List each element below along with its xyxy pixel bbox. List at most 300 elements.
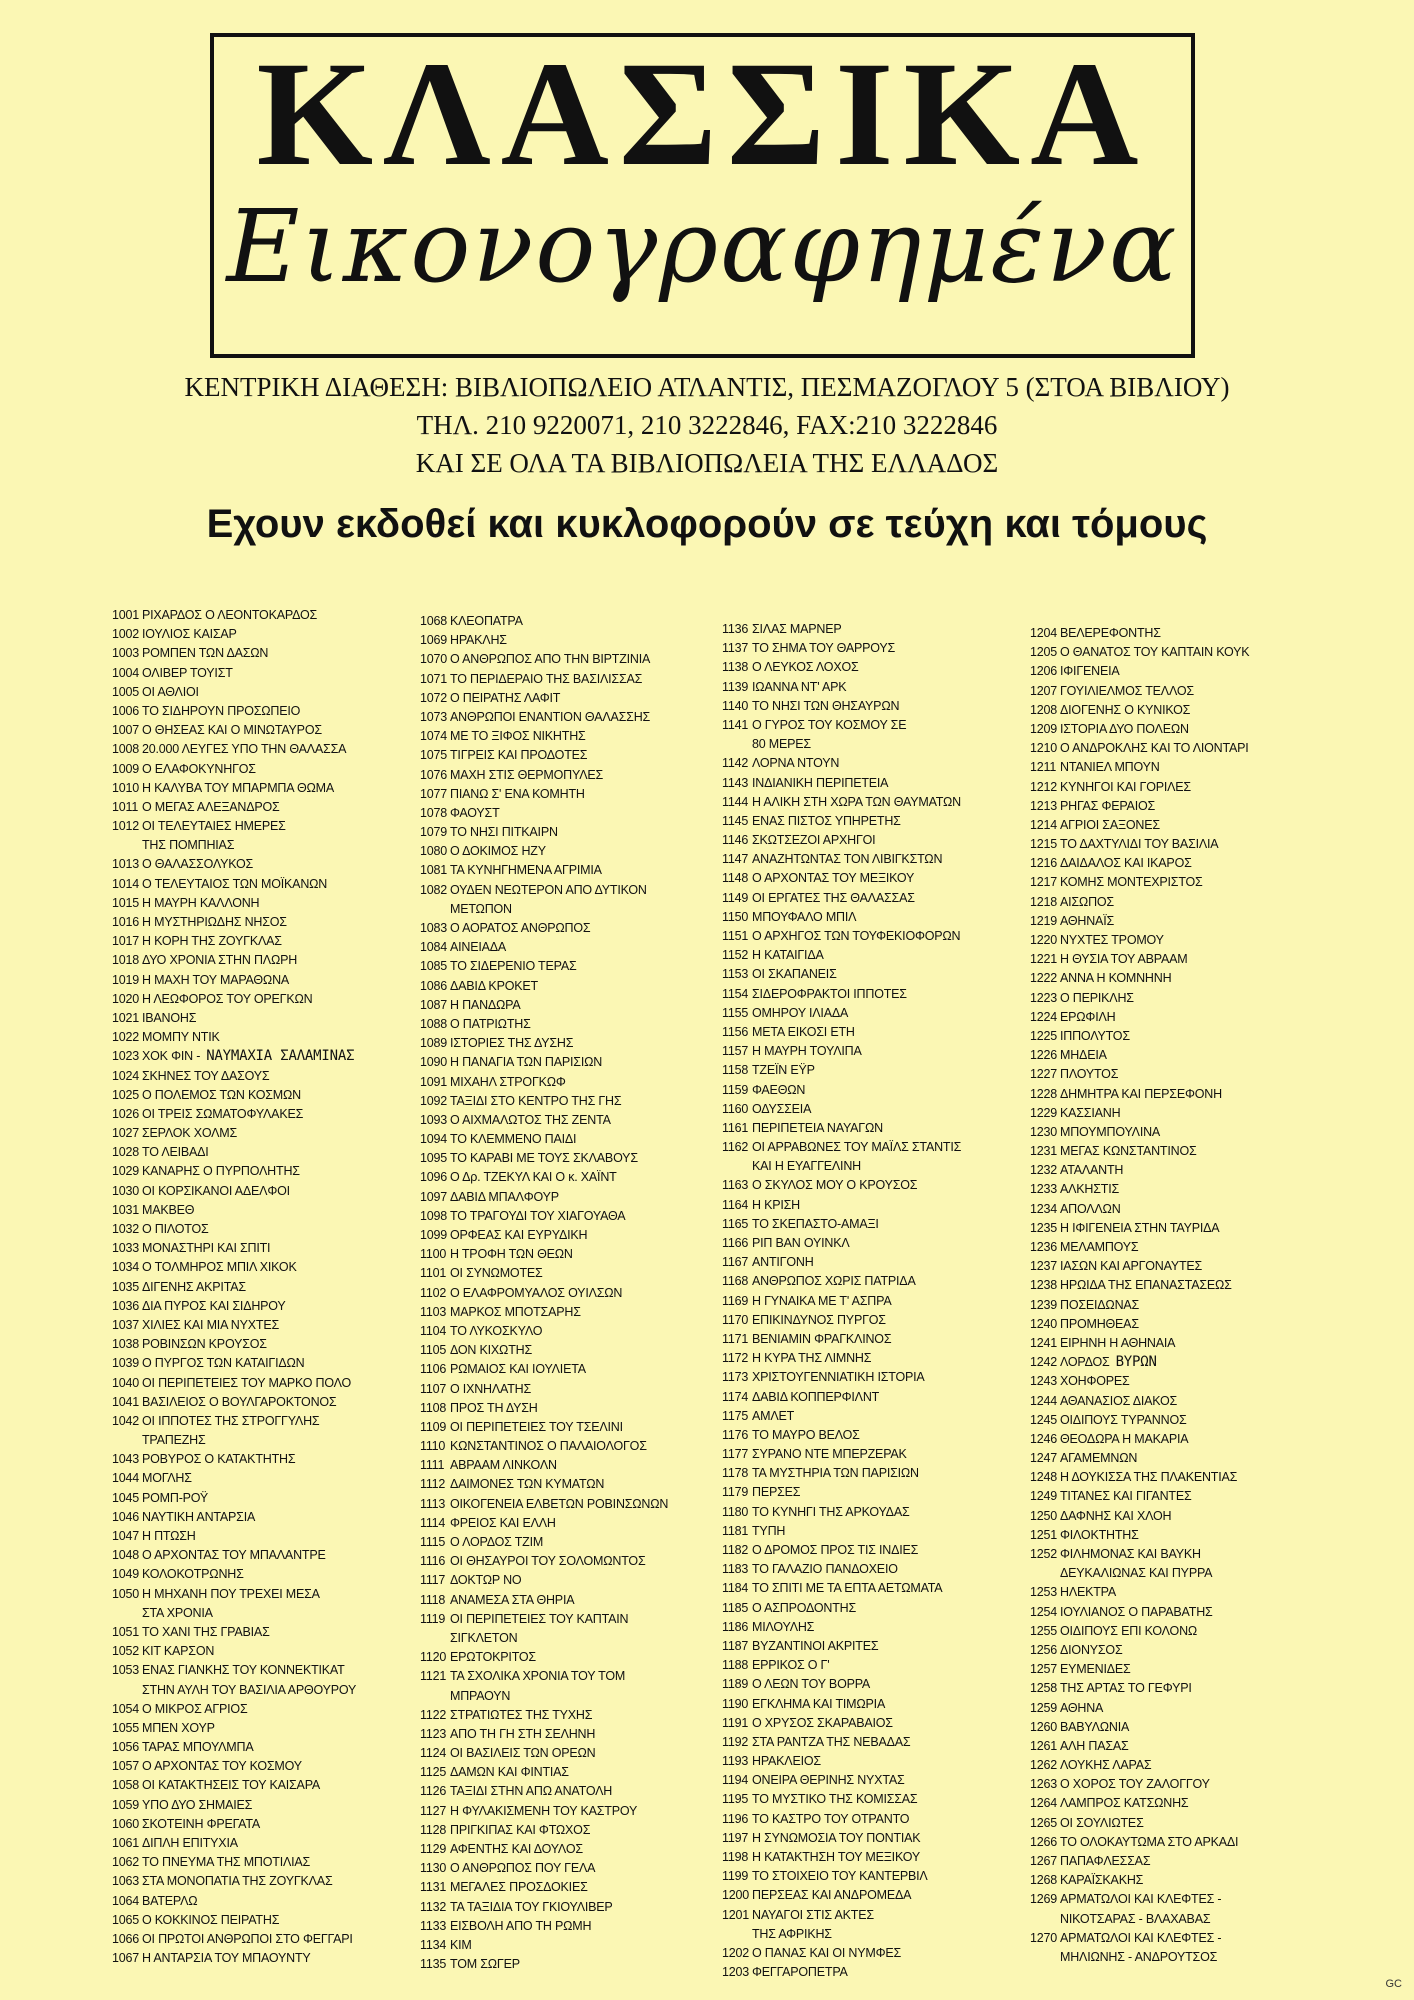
issue-number: 1074 [420,729,448,744]
issue-number: 1024 [112,1068,140,1083]
issue-title: Ο ΑΟΡΑΤΟΣ ΑΝΘΡΩΠΟΣ [450,921,591,935]
list-item [420,1456,740,1475]
issue-number: 1207 [1030,683,1058,698]
issue-title: ΤΟ ΝΗΣΙ ΤΩΝ ΘΗΣΑΥΡΩΝ [752,698,900,713]
issue-number: 1025 [112,1087,140,1102]
list-item [722,1100,1042,1119]
list-item [112,1469,432,1488]
issue-title: Η ΑΛΙΚΗ ΣΤΗ ΧΩΡΑ ΤΩΝ ΘΑΥΜΑΤΩΝ [752,794,961,809]
issue-number: 1127 [420,1803,447,1818]
issue-title: Ο ΑΙΧΜΑΛΩΤΟΣ ΤΗΣ ΖΕΝΤΑ [450,1112,611,1127]
list-item [420,766,740,785]
list-item-continuation [112,1604,432,1623]
list-item [112,1700,432,1719]
list-item [420,1207,740,1226]
issue-number: 1090 [420,1055,448,1070]
list-item-continuation [1030,1910,1350,1929]
issue-title: ΔΙΓΕΝΗΣ ΑΚΡΙΤΑΣ [142,1279,246,1294]
list-item [420,1418,740,1437]
issue-number: 1138 [722,660,749,675]
issue-title: ΤΖΕΪΝ ΕΫΡ [752,1063,815,1078]
list-item [420,1073,740,1092]
list-item [420,1744,740,1763]
list-item [112,1086,432,1105]
issue-title: ΑΛΗ ΠΑΣΑΣ [1060,1738,1129,1753]
issue-title: Ο ΠΥΡΓΟΣ ΤΩΝ ΚΑΤΑΙΓΙΔΩΝ [142,1356,305,1371]
issue-title: ΟΙ ΚΑΤΑΚΤΗΣΕΙΣ ΤΟΥ ΚΑΙΣΑΡΑ [142,1778,321,1793]
issue-title: ΟΙ ΠΡΩΤΟΙ ΑΝΘΡΩΠΟΙ ΣΤΟ ΦΕΓΓΑΡΙ [142,1931,353,1946]
issue-title: ΕΡΩΤΟΚΡΙΤΟΣ [450,1650,536,1665]
issue-title: ΒΥΖΑΝΤΙΝΟΙ ΑΚΡΙΤΕΣ [752,1638,879,1653]
list-item [1030,701,1350,720]
issue-number: 1173 [722,1370,749,1385]
issue-number: 1227 [1030,1067,1058,1082]
issue-number: 1150 [722,909,749,924]
issue-number: 1136 [722,622,749,636]
issue-title: ΔΑΙΔΑΛΟΣ ΚΑΙ ΙΚΑΡΟΣ [1060,856,1192,871]
issue-title: ΝΑΥΤΙΚΗ ΑΝΤΑΡΣΙΑ [142,1509,256,1524]
issue-title: ΑΙΣΩΠΟΣ [1060,894,1114,909]
issue-title-continuation: ΣΤΗΝ ΑΥΛΗ ΤΟΥ ΒΑΣΙΛΙΑ ΑΡΘΟΥΡΟΥ [142,1682,357,1697]
issue-title: ΙΒΑΝΟΗΣ [142,1010,197,1025]
issue-number: 1037 [112,1317,140,1332]
issue-title: ΡΩΜΑΙΟΣ ΚΑΙ ΙΟΥΛΙΕΤΑ [450,1362,586,1377]
issue-number: 1047 [112,1529,140,1543]
issue-title: ΑΘΑΝΑΣΙΟΣ ΔΙΑΚΟΣ [1060,1393,1178,1408]
list-item [420,1667,740,1686]
list-item [420,1571,740,1590]
issue-title: ΗΡΩΙΔΑ ΤΗΣ ΕΠΑΝΑΣΤΑΣΕΩΣ [1060,1278,1232,1293]
list-item [420,1437,740,1456]
issue-number: 1211 [1030,760,1057,775]
issue-number: 1130 [420,1861,447,1876]
list-item [420,708,740,727]
list-item [420,746,740,765]
list-item [420,1821,740,1840]
issue-number: 1210 [1030,741,1058,756]
list-item [1030,1660,1350,1679]
issue-title-continuation: ΜΗΛΙΩΝΗΣ - ΑΝΔΡΟΥΤΣΟΣ [1060,1949,1218,1964]
issue-number: 1060 [112,1816,140,1831]
list-item [722,1695,1042,1714]
issue-title: ΔΑΜΩΝ ΚΑΙ ΦΙΝΤΙΑΣ [450,1765,569,1780]
issue-title: ΒΕΝΙΑΜΙΝ ΦΡΑΓΚΛΙΝΟΣ [752,1331,892,1346]
issue-title: Ο ΛΕΥΚΟΣ ΛΟΧΟΣ [752,660,859,675]
list-item [1030,1679,1350,1698]
issue-title-continuation: 80 ΜΕΡΕΣ [752,737,811,752]
list-item [1030,1142,1350,1161]
issue-title: ΜΕ ΤΟ ΞΙΦΟΣ ΝΙΚΗΤΗΣ [450,729,586,744]
list-item [722,1829,1042,1848]
issue-title: ΦΑΕΘΩΝ [752,1082,806,1097]
list-item [112,1757,432,1776]
issue-number: 1187 [722,1638,749,1653]
list-item [1030,1296,1350,1315]
issue-title: ΔΑΒΙΔ ΜΠΑΛΦΟΥΡ [450,1189,559,1204]
title-column-1 [112,606,432,1968]
issue-number: 1104 [420,1323,447,1338]
issue-number: 1166 [722,1236,749,1250]
issue-number: 1086 [420,978,448,993]
issue-title: ΑΓΑΜΕΜΝΩΝ [1060,1451,1138,1466]
corner-mark: GC [1385,1978,1402,1990]
issue-number: 1246 [1030,1431,1058,1446]
list-item [112,721,432,740]
issue-title: ΤΗΣ ΑΡΤΑΣ ΤΟ ΓΕΦΥΡΙ [1060,1681,1192,1696]
issue-title: ΗΛΕΚΤΡΑ [1060,1585,1117,1600]
list-item [722,1061,1042,1080]
list-item [722,908,1042,927]
issue-number: 1137 [722,641,749,656]
issue-number: 1238 [1030,1278,1058,1293]
issue-title: ΤΟ ΣΗΜΑ ΤΟΥ ΘΑΡΡΟΥΣ [752,641,896,656]
list-item [112,1508,432,1527]
issue-title: ΤΟ ΜΑΥΡΟ ΒΕΛΟΣ [752,1427,860,1442]
issue-title: Η ΜΑΧΗ ΤΟΥ ΜΑΡΑΘΩΝΑ [142,972,290,987]
list-item [112,990,432,1009]
issue-title: ΗΡΑΚΛΗΣ [450,633,507,648]
issue-title: ΤΟ ΠΝΕΥΜΑ ΤΗΣ ΜΠΟΤΙΛΙΑΣ [142,1855,311,1870]
issue-number: 1005 [112,684,140,699]
issue-title: Ο ΜΙΚΡΟΣ ΑΓΡΙΟΣ [142,1701,248,1716]
issue-number: 1200 [722,1888,750,1903]
issue-title: ΜΙΧΑΗΛ ΣΤΡΟΓΚΩΦ [450,1074,566,1089]
list-item [420,1360,740,1379]
issue-title: ΔΙΟΝΥΣΟΣ [1060,1642,1123,1657]
issue-number: 1132 [420,1899,447,1914]
list-item [722,1176,1042,1195]
issue-title: ΣΤΑ ΡΑΝΤΖΑ ΤΗΣ ΝΕΒΑΔΑΣ [752,1734,911,1749]
issue-number: 1103 [420,1304,447,1319]
issue-number: 1083 [420,921,448,935]
list-item [722,1618,1042,1637]
issue-title: ΛΑΜΠΡΟΣ ΚΑΤΣΩΝΗΣ [1060,1796,1189,1811]
issue-title: ΧΙΛΙΕΣ ΚΑΙ ΜΙΑ ΝΥΧΤΕΣ [142,1317,279,1332]
issue-title: ΙΩΑΝΝΑ ΝΤ' ΑΡΚ [752,679,847,694]
issue-title: ΜΠΟΥΦΑΛΟ ΜΠΙΛ [752,909,857,924]
issue-number: 1092 [420,1093,448,1108]
list-item-continuation [420,1629,740,1648]
issue-number: 1194 [722,1773,749,1788]
issue-title: ΕΥΜΕΝΙΔΕΣ [1060,1662,1131,1677]
issue-title: Η ΠΤΩΣΗ [142,1529,196,1543]
list-item [112,1239,432,1258]
issue-title: ΕΙΣΒΟΛΗ ΑΠΟ ΤΗ ΡΩΜΗ [450,1918,592,1933]
list-item [112,1719,432,1738]
list-item [1030,816,1350,835]
list-item [420,1034,740,1053]
list-item [112,1297,432,1316]
issue-title: ΕΠΙΚΙΝΔΥΝΟΣ ΠΥΡΓΟΣ [752,1312,886,1327]
issue-title: ΙΝΔΙΑΝΙΚΗ ΠΕΡΙΠΕΤΕΙΑ [752,775,889,790]
list-item [112,894,432,913]
issue-title: ΦΕΓΓΑΡΟΠΕΤΡΑ [752,1965,848,1980]
issue-title: ΤΑΡΑΣ ΜΠΟΥΛΜΠΑ [142,1740,254,1755]
issue-title: ΤΑ ΤΑΞΙΔΙΑ ΤΟΥ ΓΚΙΟΥΛΙΒΕΡ [450,1899,613,1914]
issue-title: ΠΛΟΥΤΟΣ [1060,1067,1119,1082]
list-item [112,1028,432,1047]
issue-title: ΟΙΔΙΠΟΥΣ ΤΥΡΑΝΝΟΣ [1060,1412,1187,1427]
issue-number: 1033 [112,1241,140,1256]
issue-number: 1146 [722,833,749,848]
list-item [1030,1699,1350,1718]
list-item [722,1368,1042,1387]
list-item [112,1796,432,1815]
list-item [112,1776,432,1795]
issue-number: 1157 [722,1044,749,1059]
issue-title: ΜΕΛΑΜΠΟΥΣ [1060,1240,1139,1254]
issue-number: 1229 [1030,1105,1058,1120]
list-item [420,1245,740,1264]
issue-title: ΟΙ ΙΠΠΟΤΕΣ ΤΗΣ ΣΤΡΟΓΓΥΛΗΣ [142,1413,320,1428]
issue-title: ΚΥΝΗΓΟΙ ΚΑΙ ΓΟΡΙΛΕΣ [1060,779,1191,794]
issue-number: 1252 [1030,1547,1058,1561]
list-item [112,1565,432,1584]
list-item [722,1906,1042,1925]
issue-number: 1084 [420,940,448,955]
list-item [1030,1890,1350,1909]
list-item [112,971,432,990]
issue-title: ΤΟ ΜΥΣΤΙΚΟ ΤΗΣ ΚΟΜΙΣΣΑΣ [752,1792,918,1807]
issue-number: 1006 [112,703,140,718]
list-item [722,1292,1042,1311]
title-column-4 [1030,624,1350,1967]
list-item [722,1272,1042,1291]
issue-title: ΤΙΓΡΕΙΣ ΚΑΙ ΠΡΟΔΟΤΕΣ [450,748,588,763]
issue-title: Ο ΓΥΡΟΣ ΤΟΥ ΚΟΣΜΟΥ ΣΕ [752,717,907,732]
list-item [1030,1200,1350,1219]
issue-number: 1159 [722,1082,749,1097]
issue-title-continuation: ΤΗΣ ΠΟΜΠΗΙΑΣ [142,838,235,853]
list-item [722,1560,1042,1579]
issue-title-continuation: ΤΗΣ ΑΦΡΙΚΗΣ [752,1926,832,1941]
list-item [1030,778,1350,797]
issue-title: ΑΙΝΕΙΑΔΑ [450,940,507,955]
issue-number: 1115 [420,1535,446,1549]
issue-title: Ο ΙΧΝΗΛΑΤΗΣ [450,1381,532,1396]
issue-number: 1002 [112,627,140,642]
list-item [1030,1027,1350,1046]
issue-number: 1149 [722,890,749,905]
issue-number: 1014 [112,876,140,891]
issue-title: ΑΝΝΑ Η ΚΟΜΝΗΝΗ [1060,971,1172,986]
issue-title: ΜΟΝΑΣΤΗΡΙ ΚΑΙ ΣΠΙΤΙ [142,1241,271,1256]
issue-number: 1185 [722,1600,749,1615]
issue-title: ΠΙΑΝΩ Σ' ΕΝΑ ΚΟΜΗΤΗ [450,786,585,801]
issue-title: ΔΟΝ ΚΙΧΩΤΗΣ [450,1343,532,1358]
list-item [420,1610,740,1629]
issue-number: 1153 [722,967,749,982]
issue-number: 1003 [112,646,140,661]
list-item [112,932,432,951]
issue-number: 1052 [112,1644,140,1659]
list-item-continuation [722,1157,1042,1176]
issue-title: ΟΙ ΑΘΛΙΟΙ [142,684,199,699]
issue-title: ΜΑΧΗ ΣΤΙΣ ΘΕΡΜΟΠΥΛΕΣ [450,767,604,782]
issue-title: Η ΚΡΙΣΗ [752,1197,801,1212]
issue-number: 1036 [112,1298,140,1313]
issue-number: 1221 [1030,952,1058,967]
list-item [420,1111,740,1130]
issue-title: ΔΟΚΤΩΡ ΝΟ [450,1573,522,1588]
issue-title: ΥΠΟ ΔΥΟ ΣΗΜΑΙΕΣ [142,1797,253,1812]
issue-title: Ο ΠΕΡΙΚΛΗΣ [1060,990,1134,1005]
issue-number: 1171 [722,1331,749,1346]
issue-title: ΟΙ ΕΡΓΑΤΕΣ ΤΗΣ ΘΑΛΑΣΣΑΣ [752,890,915,905]
issue-number: 1148 [722,871,749,886]
list-item [420,631,740,650]
issue-number: 1063 [112,1874,140,1889]
issue-title: ΟΙ ΘΗΣΑΥΡΟΙ ΤΟΥ ΣΟΛΟΜΩΝΤΟΣ [450,1554,646,1569]
issue-title: ΤΟ ΛΥΚΟΣΚΥΛΟ [450,1323,543,1338]
issue-number: 1096 [420,1170,448,1185]
issue-title: ΑΝΘΡΩΠΟΙ ΕΝΑΝΤΙΟΝ ΘΑΛΑΣΣΗΣ [450,709,651,724]
list-item [722,1541,1042,1560]
list-item [722,889,1042,908]
issue-title: ΤΑ ΣΧΟΛΙΚΑ ΧΡΟΝΙΑ ΤΟΥ ΤΟΜ [450,1669,626,1684]
list-item [1030,893,1350,912]
issue-number: 1189 [722,1677,749,1692]
issue-title: Ο ΔΡΟΜΟΣ ΠΡΟΣ ΤΙΣ ΙΝΔΙΕΣ [752,1543,919,1557]
issue-title: ΛΟΡΝΑ ΝΤΟΥΝ [752,756,840,771]
list-item [1030,1411,1350,1430]
issue-number: 1261 [1030,1738,1058,1753]
issue-title: ΟΙ ΤΕΛΕΥΤΑΙΕΣ ΗΜΕΡΕΣ [142,819,286,834]
issue-number: 1070 [420,652,448,667]
issue-title: Ο ΛΕΩΝ ΤΟΥ ΒΟΡΡΑ [752,1677,871,1692]
issue-title: ΤΟ ΚΥΝΗΓΙ ΤΗΣ ΑΡΚΟΥΔΑΣ [752,1504,910,1519]
issue-title: ΒΑΒΥΛΩΝΙΑ [1060,1719,1130,1734]
issue-number: 1209 [1030,721,1058,736]
issue-number: 1080 [420,844,448,859]
list-item [722,1234,1042,1253]
issue-number: 1232 [1030,1163,1058,1178]
issue-title: ΟΥΔΕΝ ΝΕΩΤΕΡΟΝ ΑΠΟ ΔΥΤΙΚΟΝ [450,882,647,897]
issue-number: 1073 [420,709,448,724]
list-item [112,1393,432,1412]
issue-number: 1116 [420,1554,446,1569]
issue-title: ΜΠΕΝ ΧΟΥΡ [142,1720,215,1735]
list-item [420,1399,740,1418]
list-item [722,1752,1042,1771]
issue-title: ΟΙ ΤΡΕΙΣ ΣΩΜΑΤΟΦΥΛΑΚΕΣ [142,1106,304,1121]
list-item [722,1848,1042,1867]
list-item [420,1264,740,1283]
issue-number: 1066 [112,1931,140,1946]
issue-number: 1013 [112,857,140,872]
list-item [420,1533,740,1552]
issue-number: 1266 [1030,1834,1058,1849]
issue-title: ΕΡΩΦΙΛΗ [1060,1009,1116,1024]
issue-number: 1102 [420,1285,447,1300]
distribution-info: ΚΕΝΤΡΙΚΗ ΔΙΑΘΕΣΗ: ΒΙΒΛΙΟΠΩΛΕΙΟ ΑΤΛΑΝΤΙΣ, ΠΕΣΜΑΖΟΓΛΟΥ 5 (ΣΤΟΑ ΒΙΒΛΙΟΥ) [184,372,1230,402]
list-item [112,683,432,702]
list-item [1030,1238,1350,1257]
list-item [722,1388,1042,1407]
issue-number: 1147 [722,852,749,867]
issue-number: 1001 [112,608,140,622]
issue-number: 1055 [112,1720,140,1735]
issue-number: 1108 [420,1400,447,1415]
issue-number: 1203 [722,1965,750,1980]
issue-title: Ο ΑΝΘΡΩΠΟΣ ΠΟΥ ΓΕΛΑ [450,1861,596,1876]
issue-title: ΣΚΩΤΣΕΖΟΙ ΑΡΧΗΓΟΙ [752,833,876,848]
list-item [420,1130,740,1149]
issue-title: Ο ΠΑΝΑΣ ΚΑΙ ΟΙ ΝΥΜΦΕΣ [752,1945,902,1960]
issue-number: 1012 [112,819,140,834]
issue-number: 1030 [112,1183,140,1198]
issue-title: ΤΟ ΣΤΟΙΧΕΙΟ ΤΟΥ ΚΑΝΤΕΡΒΙΛ [752,1869,928,1884]
list-item [722,831,1042,850]
issue-title: ΕΙΡΗΝΗ Η ΑΘΗΝΑΙΑ [1060,1335,1176,1350]
issue-number: 1009 [112,761,140,776]
issue-title: ΦΑΟΥΣΤ [450,805,500,820]
issue-number: 1056 [112,1740,140,1755]
list-item [722,1138,1042,1157]
issue-number: 1163 [722,1178,749,1193]
list-item [420,1475,740,1494]
issue-number: 1110 [420,1439,446,1454]
list-item [1030,1353,1350,1372]
issue-title: ΟΔΥΣΣΕΙΑ [752,1101,812,1116]
list-item [722,946,1042,965]
list-item [112,1412,432,1431]
issue-title: ΑΝΑΖΗΤΩΝΤΑΣ ΤΟΝ ΛΙΒΙΓΚΣΤΩΝ [752,852,943,867]
issue-title: ΑΡΜΑΤΩΛΟΙ ΚΑΙ ΚΛΕΦΤΕΣ - [1060,1930,1222,1945]
list-item [420,1380,740,1399]
issue-number: 1071 [420,671,448,686]
list-item-continuation [1030,1948,1350,1967]
issue-title: Ο ΑΡΧΟΝΤΑΣ ΤΟΥ ΜΠΑΛΑΝΤΡΕ [142,1548,326,1563]
issue-number: 1162 [722,1140,749,1155]
issue-title: ΑΝΘΡΩΠΟΣ ΧΩΡΙΣ ΠΑΤΡΙΔΑ [752,1274,916,1289]
issue-number: 1058 [112,1778,140,1793]
list-item [420,1917,740,1936]
list-item [722,812,1042,831]
issue-title: ΠΡΟΜΗΘΕΑΣ [1060,1316,1139,1331]
issue-number: 1190 [722,1696,749,1711]
list-item [722,1503,1042,1522]
issue-title: ΚΟΛΟΚΟΤΡΩΝΗΣ [142,1567,244,1582]
issue-title: Η ΜΑΥΡΗ ΤΟΥΛΙΠΑ [752,1044,862,1059]
issue-number: 1078 [420,805,448,820]
issue-title: ΝΤΑΝΙΕΛ ΜΠΟΥΝ [1060,760,1160,775]
list-item [1030,1526,1350,1545]
list-item [722,1656,1042,1675]
issue-title: ΣΚΗΝΕΣ ΤΟΥ ΔΑΣΟΥΣ [142,1068,270,1083]
issue-number: 1183 [722,1562,749,1577]
list-item [722,1522,1042,1541]
list-item [1030,1583,1350,1602]
list-item [420,1725,740,1744]
issue-title: ΟΛΙΒΕΡ ΤΟΥΙΣΤ [142,665,233,680]
list-item [112,1450,432,1469]
issue-title: Ο ΕΛΑΦΟΚΥΝΗΓΟΣ [142,761,256,776]
issue-title: Ο ΘΑΝΑΤΟΣ ΤΟΥ ΚΑΠΤΑΙΝ ΚΟΥΚ [1060,645,1250,660]
issue-number: 1094 [420,1132,448,1147]
issue-number: 1235 [1030,1220,1058,1235]
issue-title: ΧΡΙΣΤΟΥΓΕΝΝΙΑΤΙΚΗ ΙΣΤΟΡΙΑ [752,1370,925,1385]
issue-number: 1118 [420,1592,446,1607]
issue-number: 1259 [1030,1700,1058,1715]
list-item [112,760,432,779]
list-item [722,927,1042,946]
issue-number: 1049 [112,1567,140,1582]
issue-number: 1089 [420,1036,448,1051]
issue-number: 1133 [420,1918,447,1933]
issue-title: Ο ΘΗΣΕΑΣ ΚΑΙ Ο ΜΙΝΩΤΑΥΡΟΣ [142,723,322,738]
issue-title: Ο ΑΝΔΡΟΚΛΗΣ ΚΑΙ ΤΟ ΛΙΟΝΤΑΡΙ [1060,741,1249,756]
